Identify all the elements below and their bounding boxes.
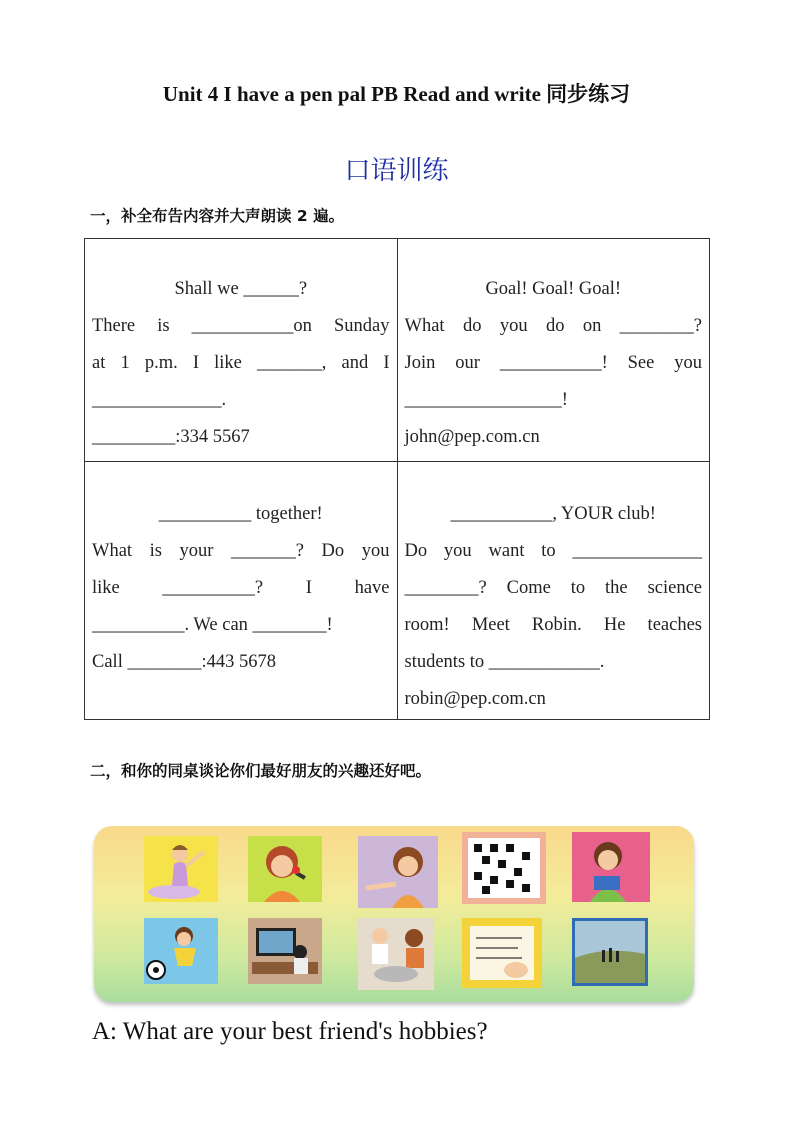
notice-line: What is your _______? Do you xyxy=(92,541,390,561)
studying-picture xyxy=(462,918,542,988)
notice-line: __________. We can ________! xyxy=(92,615,333,635)
hiking-picture xyxy=(572,918,648,986)
notice-line: Call ________:443 5678 xyxy=(92,652,276,672)
notice-line: ________? Come to the science xyxy=(404,578,702,598)
page-title: Unit 4 I have a pen pal PB Read and write 同步练习 xyxy=(162,82,631,106)
notice-line: _________________! xyxy=(404,390,568,410)
notice-line: Goal! Goal! Goal! xyxy=(485,279,622,299)
section1-heading: 一，补全布告内容并大声朗读 2 遍。 xyxy=(90,207,345,225)
notice-line: john@pep.com.cn xyxy=(404,427,540,447)
notice-line: Do you want to ______________ xyxy=(404,541,702,561)
notice-line: ___________, YOUR club! xyxy=(450,504,656,524)
hobby-pictures-panel xyxy=(94,826,694,1002)
notice-cell-1 xyxy=(85,239,398,462)
notice-cell-2 xyxy=(397,239,710,462)
kung-fu-picture xyxy=(358,836,438,908)
notice-line: like __________? I have xyxy=(92,578,390,598)
notice-line: There is ___________on Sunday xyxy=(92,316,390,336)
notice-line: __________ together! xyxy=(158,504,323,524)
page-subtitle: 口语训练 xyxy=(344,156,449,185)
dancing-picture xyxy=(144,836,218,902)
reading-picture xyxy=(572,832,650,902)
notice-line: What do you do on ________? xyxy=(404,316,702,336)
notice-line: ______________. xyxy=(92,390,227,410)
notice-cell-3 xyxy=(85,462,398,720)
notice-line: students to ____________. xyxy=(404,652,605,672)
singing-picture xyxy=(248,836,322,902)
notice-line: at 1 p.m. I like _______, and I xyxy=(92,353,390,373)
dialog-line-a: A: What are your best friend's hobbies? xyxy=(92,1018,488,1045)
notice-line: room! Meet Robin. He teaches xyxy=(404,615,702,635)
football-picture xyxy=(144,918,218,984)
notice-line: Join our ___________! See you xyxy=(404,353,702,373)
cooking-picture xyxy=(358,918,434,990)
section2-heading: 二，和你的同桌谈论你们最好朋友的兴趣还好吧。 xyxy=(90,762,432,780)
notice-table xyxy=(84,238,710,720)
notice-line: Shall we ______? xyxy=(174,279,308,299)
watching-tv-picture xyxy=(248,918,322,984)
word-puzzle-picture xyxy=(462,832,546,904)
notice-line: _________:334 5567 xyxy=(92,427,250,447)
notice-line: robin@pep.com.cn xyxy=(404,689,546,709)
notice-cell-4 xyxy=(397,462,710,720)
